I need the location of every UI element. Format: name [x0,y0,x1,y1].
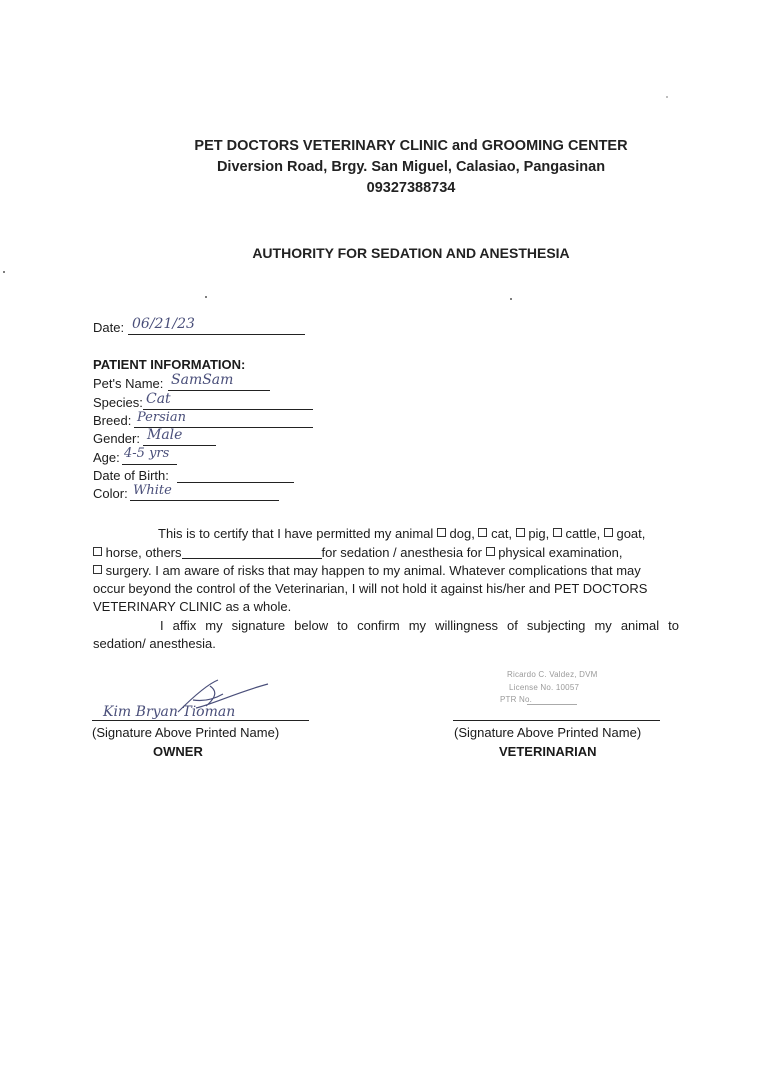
physical-exam-checkbox[interactable] [486,547,495,556]
consent-line-3 [93,561,641,580]
clinic-name: PET DOCTORS VETERINARY CLINIC and GROOMING CENTER [194,138,628,154]
scan-speck [666,96,668,98]
breed-label: Breed: [93,413,132,428]
color-value: White [133,483,172,498]
date-of-birth-label: Date of Birth: [93,468,169,483]
consent-intro: This is to certify that I have permitted my animal [158,526,434,541]
age-line[interactable] [122,464,177,465]
physical-exam-label: physical examination, [498,545,623,560]
goat-option-label: goat, [616,526,646,541]
goat-checkbox[interactable] [604,528,613,537]
date-line[interactable] [128,334,305,335]
vet-stamp-ptr-line [527,704,577,705]
date-label: Date: [93,320,125,335]
affix-line-2: sedation/ anesthesia. [93,636,216,651]
scan-speck [510,298,512,300]
pig-option-label: pig, [528,526,550,541]
cat-checkbox[interactable] [478,528,487,537]
pets-name-line[interactable] [168,390,270,391]
clinic-address: Diversion Road, Brgy. San Miguel, Calasiao, Pangasinan [216,159,606,175]
owner-role: OWNER [153,744,203,759]
scan-speck [205,296,207,298]
clinic-phone: 09327388734 [366,180,456,196]
vet-stamp-license: License No. 10057 [509,683,580,692]
age-value: 4-5 yrs [124,446,170,461]
vet-role: VETERINARIAN [499,744,597,759]
horse-others-label: horse, others [105,545,182,560]
vet-stamp-ptr: PTR No. [500,695,533,704]
pets-name-value: SamSam [171,372,234,388]
pets-name-label: Pet's Name: [93,376,164,391]
breed-value: Persian [137,410,187,425]
consent-line-2 [93,543,622,562]
cat-option-label: cat, [491,526,513,541]
consent-line-5: VETERINARY CLINIC as a whole. [93,599,292,614]
dog-checkbox[interactable] [437,528,446,537]
affix-line-1: I affix my signature below to confirm my willingness of subjecting my animal to [160,618,679,633]
owner-signature-line[interactable] [92,720,309,721]
sedation-for-text: for sedation / anesthesia for [321,545,482,560]
vet-signature-caption: (Signature Above Printed Name) [454,725,642,740]
gender-label: Gender: [93,431,140,446]
surgery-label: surgery. I am aware of risks that may happen to my animal. Whatever complications that may [105,563,641,578]
species-value: Cat [146,391,171,407]
color-label: Color: [93,486,128,501]
owner-printed-name: Kim Bryan Tioman [103,704,236,720]
vet-signature-line[interactable] [453,720,660,721]
consent-line-4: occur beyond the control of the Veterinarian, I will not hold it against his/her and PET DOCTORS [93,581,648,596]
scan-speck [3,271,5,273]
color-line[interactable] [130,500,279,501]
pig-checkbox[interactable] [516,528,525,537]
horse-checkbox[interactable] [93,547,102,556]
patient-info-heading: PATIENT INFORMATION: [93,357,246,372]
document-title: AUTHORITY FOR SEDATION AND ANESTHESIA [252,245,570,261]
date-value: 06/21/23 [132,316,195,332]
others-blank-line[interactable] [182,546,322,559]
cattle-option-label: cattle, [565,526,601,541]
surgery-checkbox[interactable] [93,565,102,574]
species-label: Species: [93,395,143,410]
consent-line-1 [158,524,645,543]
cattle-checkbox[interactable] [553,528,562,537]
vet-stamp-name: Ricardo C. Valdez, DVM [507,670,598,679]
owner-signature-caption: (Signature Above Printed Name) [92,725,280,740]
gender-value: Male [147,427,183,443]
date-of-birth-line[interactable] [177,482,294,483]
age-label: Age: [93,450,120,465]
dog-option-label: dog, [449,526,475,541]
